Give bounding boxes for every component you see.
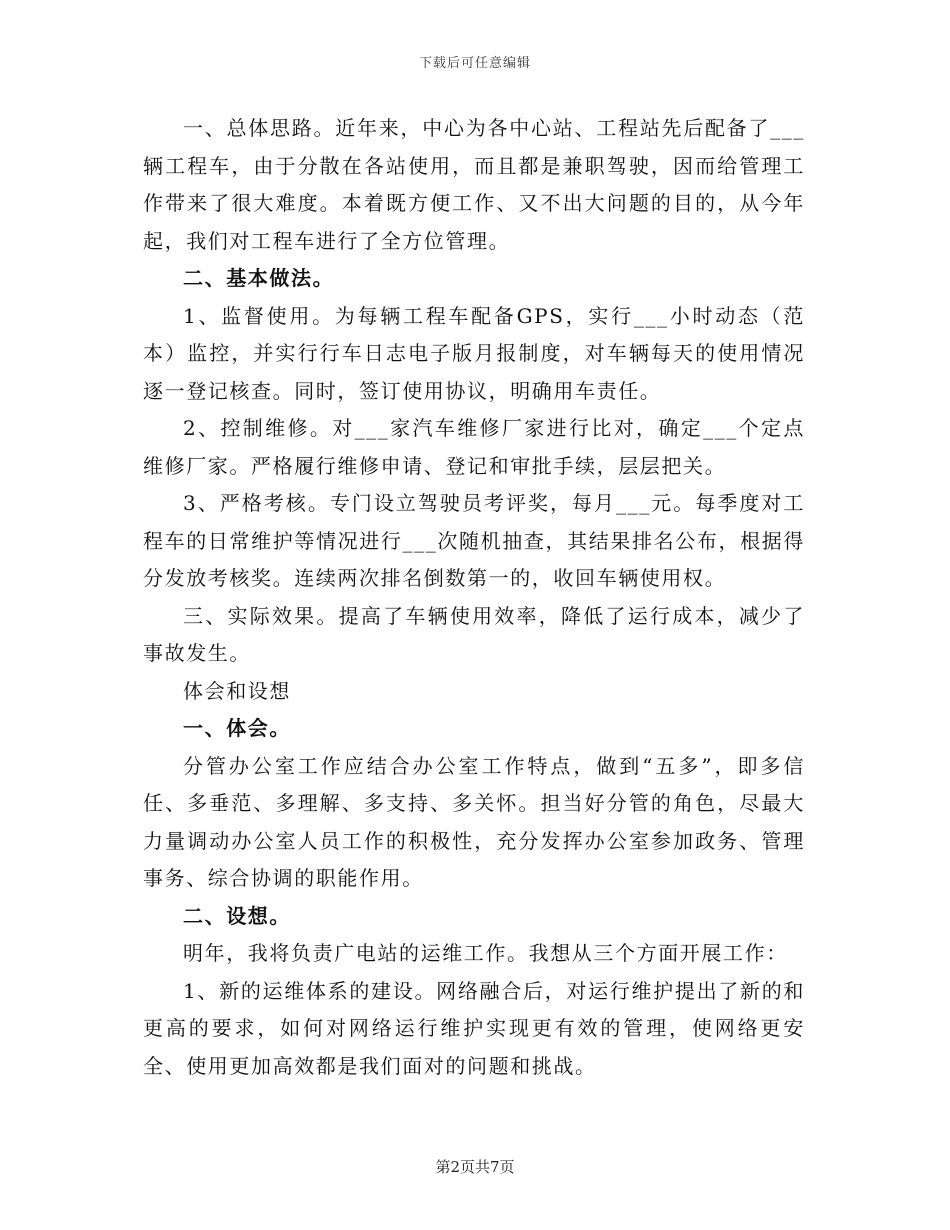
- heading-experience: 一、体会。: [183, 716, 291, 740]
- page-number: 第2页共7页: [435, 1158, 515, 1176]
- paragraph-control-repair: 2、控制维修。对___家汽车维修厂家进行比对，确定___个定点维修厂家。严格履行维修申请、登记和审批手续，层层把关。: [143, 416, 805, 478]
- document-body: [143, 110, 805, 1085]
- heading-plans: 二、设想。: [183, 903, 291, 928]
- section-title-experience: 体会和设想: [183, 678, 291, 703]
- paragraph-strict-assessment: 3、严格考核。专门设立驾驶员考评奖，每月___元。每季度对工程车的日常维护等情况进行___次随机抽查，其结果排名公布，根据得分发放考核奖。连续两次排名倒数第一的，收回车辆使用权。: [143, 491, 805, 590]
- paragraph-new-system: 1、新的运维体系的建设。网络融合后，对运行维护提出了新的和更高的要求，如何对网络运行维护实现更有效的管理，使网络更安全、使用更加高效都是我们面对的问题和挑战。: [143, 978, 805, 1078]
- heading-basic-methods: 二、基本做法。: [183, 266, 335, 290]
- paragraph-overall-approach: 一、总体思路。近年来，中心为各中心站、工程站先后配备了___辆工程车，由于分散在各站使用，而且都是兼职驾驶，因而给管理工作带来了很大难度。本着既方便工作、又不出大问题的目的，从今年起，我们对工程车进行了全方位管理。: [143, 116, 805, 253]
- paragraph-next-year: 明年，我将负责广电站的运维工作。我想从三个方面开展工作：: [183, 941, 788, 965]
- paragraph-five-more: 分管办公室工作应结合办公室工作特点，做到“五多”，即多信任、多垂范、多理解、多支持、多关怀。担当好分管的角色，尽最大力量调动办公室人员工作的积极性，充分发挥办公室参加政务、管理事务、综合协调的职能作用。: [143, 753, 805, 890]
- paragraph-supervise-use: 1、监督使用。为每辆工程车配备GPS，实行___小时动态（范本）监控，并实行行车日志电子版月报制度，对车辆每天的使用情况逐一登记核查。同时，签订使用协议，明确用车责任。: [143, 303, 805, 403]
- paragraph-actual-effect: 三、实际效果。提高了车辆使用效率，降低了运行成本，减少了事故发生。: [143, 603, 805, 665]
- page-header: 下载后可任意编辑: [418, 56, 531, 71]
